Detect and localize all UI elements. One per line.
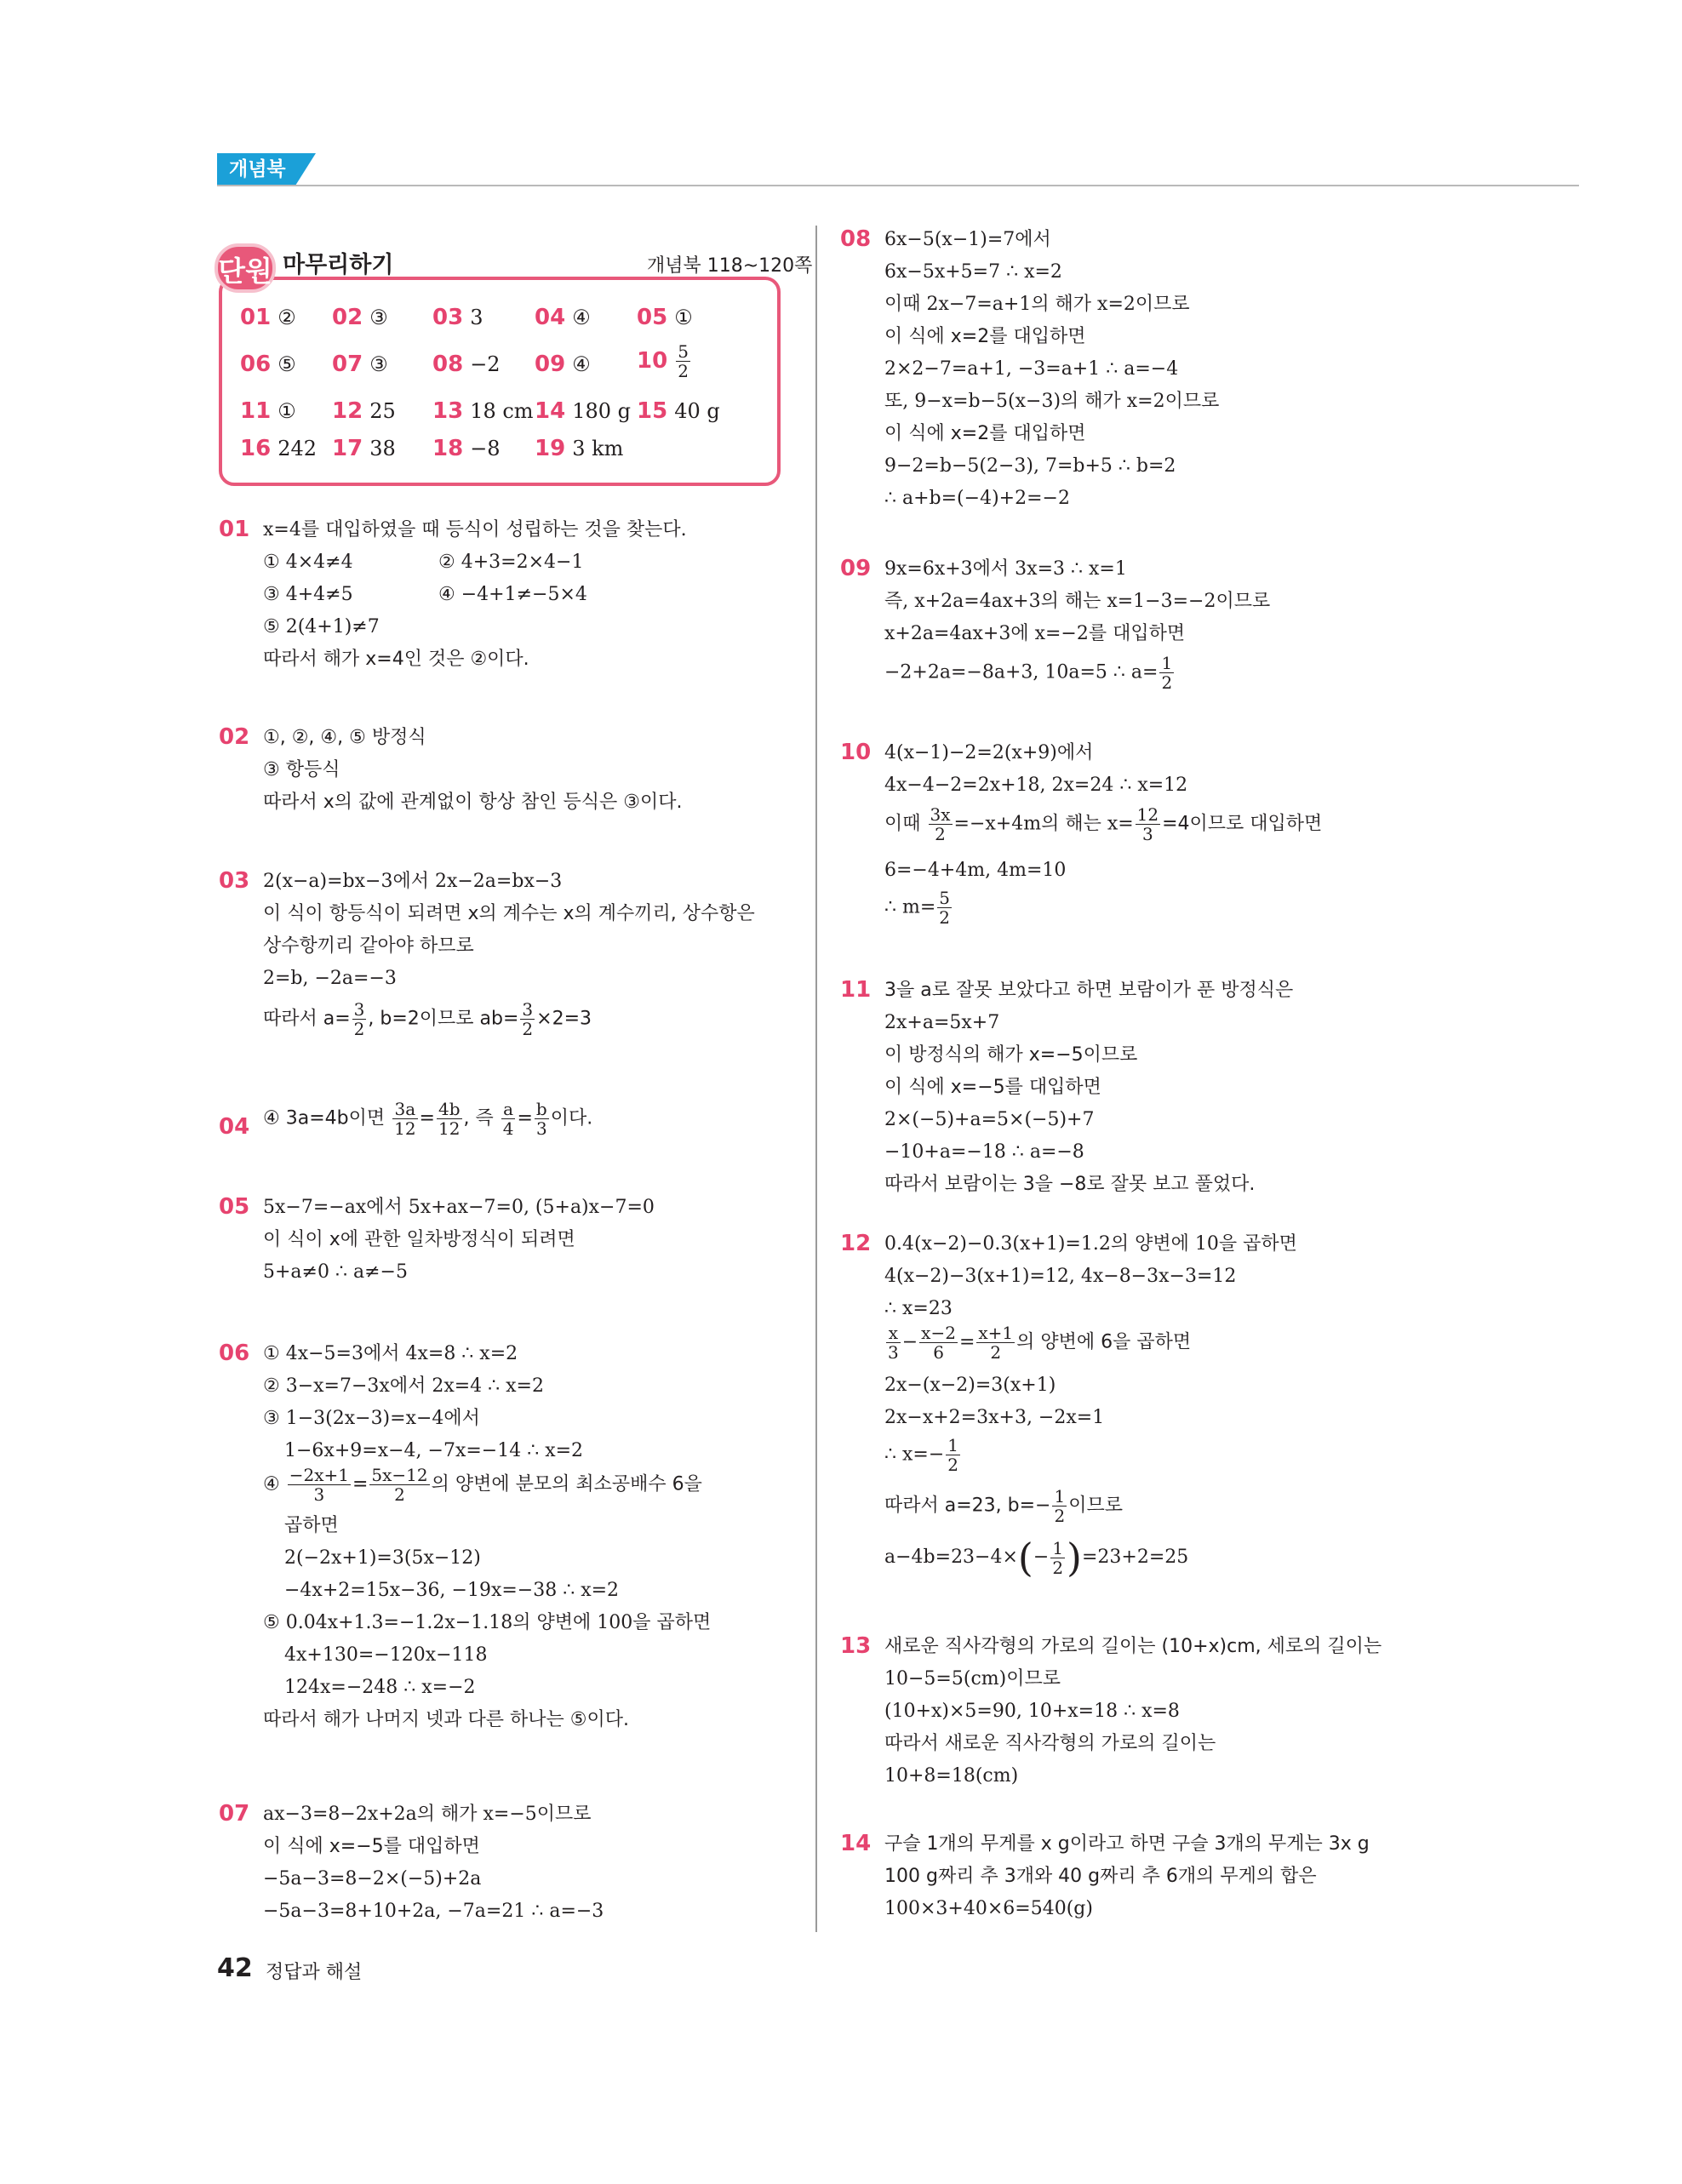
answer-item: 11 ① (240, 398, 296, 424)
answer-item: 03 3 (432, 305, 483, 330)
solution-09: 09 9x=6x+3에서 3x=3 ∴ x=1 즉, x+2a=4ax+3의 해는 x=1−3=−2이므로 x+2a=4ax+3에 x=−2를 대입하면 −2+2a=−8a+3, 10a=5 ∴ a= $\frac{1}{2}$ (840, 556, 1271, 693)
unit-badge: 단원 (215, 243, 276, 293)
solution-02: 02 ①, ②, ④, ⑤ 방정식 ③ 항등식 따라서 x의 값에 관계없이 항상 참인 등식은 ③이다. (219, 724, 683, 813)
solution-01: 01 x=4를 대입하였을 때 등식이 성립하는 것을 찾는다. ① 4×4≠4 ② 4+3=2×4−1 ③ 4+4≠5 ④ −4+1≠−5×4 ⑤ 2(4+1)≠7 따라서 해가 x=4인 것은 ②이다. (219, 514, 798, 684)
answer-item: 14 180 g (535, 398, 631, 424)
solution-07: 07 ax−3=8−2x+2a의 해가 x=−5이므로 이 식에 x=−5를 대입하면 −5a−3=8−2×(−5)+2a −5a−3=8+10+2a, −7a=21 ∴ a=−3 (219, 1801, 604, 1922)
answer-item: 12 25 (332, 398, 396, 424)
section-tab-tip (295, 153, 316, 186)
section-title: 마무리하기 (283, 252, 394, 278)
answer-item: 15 40 g (637, 398, 720, 424)
solution-14: 14 구슬 1개의 무게를 x g이라고 하면 구슬 3개의 무게는 3x g 100 g짜리 추 3개와 40 g짜리 추 6개의 무게의 합은 100×3+40×6=540(g) (840, 1831, 1370, 1919)
answer-item: 06 ⑤ (240, 352, 296, 377)
solution-12: 12 0.4(x−2)−0.3(x+1)=1.2의 양변에 10을 곱하면 4(x−2)−3(x+1)=12, 4x−8−3x−3=12 ∴ x=23 $\frac{x}{3}$ − $\frac{x-2}{6}$ = $\frac{x+1}{2}$ 의 양변에 6을 곱하면 2x−(x−2)=3(x+1) 2x−x+2=3x+3, −2x=1 ∴ x=− $\frac{1}{2}$ 따라서 a=23, b=− $\frac{1}{2}$ 이므로 a−4b=23−4×(− $\frac{1}{2}$ )=23+2=25 (840, 1231, 1297, 1581)
solution-08: 08 6x−5(x−1)=7에서 6x−5x+5=7 ∴ x=2 이때 2x−7=a+1의 해가 x=2이므로 이 식에 x=2를 대입하면 2×2−7=a+1, −3=a+1 ∴ a=−4 또, 9−x=b−5(x−3)의 해가 x=2이므로 이 식에 x=2를 대입하면 9−2=b−5(2−3), 7=b+5 ∴ b=2 ∴ a+b=(−4)+2=−2 (840, 226, 1220, 509)
page-number: 42 (217, 1953, 253, 1983)
answer-item: 01 ② (240, 305, 296, 330)
answer-item: 02 ③ (332, 305, 388, 330)
answer-item: 05 ① (637, 305, 693, 330)
solution-05: 05 5x−7=−ax에서 5x+ax−7=0, (5+a)x−7=0 이 식이 x에 관한 일차방정식이 되려면 5+a≠0 ∴ a≠−5 (219, 1194, 655, 1283)
answer-item: 04 ④ (535, 305, 591, 330)
answer-item: 16 242 (240, 436, 317, 461)
answer-item: 07 ③ (332, 352, 388, 377)
solution-04: 04 ④ 3a=4b이면 $\frac{3a}{12}$ = $\frac{4b}{12}$ , 즉 $\frac{a}{4}$ = $\frac{b}{3}$ 이다. (219, 1099, 593, 1140)
solution-03: 03 2(x−a)=bx−3에서 2x−2a=bx−3 이 식이 항등식이 되려면 x의 계수는 x의 계수끼리, 상수항은 상수항끼리 같아야 하므로 2=b, −2a=−3 따라서 a= $\frac{3}{2}$ , b=2이므로 ab= $\frac{3}{2}$ ×2=3 (219, 868, 755, 1039)
solution-11: 11 3을 a로 잘못 보았다고 하면 보람이가 푼 방정식은 2x+a=5x+7 이 방정식의 해가 x=−5이므로 이 식에 x=−5를 대입하면 2×(−5)+a=5×(−5)+7 −10+a=−18 ∴ a=−8 따라서 보람이는 3을 −8로 잘못 보고 풀었다. (840, 977, 1294, 1195)
answer-item: 13 18 cm (432, 398, 534, 424)
answer-item: 09 ④ (535, 352, 591, 377)
page-range: 개념북 118~120쪽 (647, 255, 813, 277)
solution-13: 13 새로운 직사각형의 가로의 길이는 (10+x)cm, 세로의 길이는 10−5=5(cm)이므로 (10+x)×5=90, 10+x=18 ∴ x=8 따라서 새로운 직사각형의 가로의 길이는 10+8=18(cm) (840, 1633, 1382, 1787)
header-rule (217, 185, 1579, 186)
section-tab: 개념북 (217, 153, 295, 186)
page-label: 정답과 해설 (266, 1962, 363, 1983)
answer-item: 18 −8 (432, 436, 501, 461)
column-divider (815, 226, 817, 1932)
solution-06: 06 ① 4x−5=3에서 4x=8 ∴ x=2 ② 3−x=7−3x에서 2x=4 ∴ x=2 ③ 1−3(2x−3)=x−4에서 1−6x+9=x−4, −7x=−14 ∴ x=2 ④ $\frac{-2x+1}{3}$ = $\frac{5x-12}{2}$ 의 양변에 분모의 최소공배수 6을 곱하면 2(−2x+1)=3(5x−12) −4x+2=15x−36, −19x=−38 ∴ x=2 ⑤ 0.04x+1.3=−1.2x−1.18의 양변에 100을 곱하면 4x+130=−120x−118 124x=−248 ∴ x=−2 따라서 해가 나머지 넷과 다른 하나는 ⑤이다. (219, 1341, 712, 1730)
answer-item: 17 38 (332, 436, 396, 461)
solution-10: 10 4(x−1)−2=2(x+9)에서 4x−4−2=2x+18, 2x=24 ∴ x=12 이때 $\frac{3x}{2}$ =−x+4m의 해는 x= $\frac{12}{3}$ =4이므로 대입하면 6=−4+4m, 4m=10 ∴ m= $\frac{5}{2}$ (840, 740, 1323, 928)
solution-number: 01 (219, 517, 250, 542)
answer-item: 10 $\frac{5}{2}$ (637, 341, 689, 381)
answer-item: 19 3 km (535, 436, 624, 461)
answer-item: 08 −2 (432, 352, 501, 377)
